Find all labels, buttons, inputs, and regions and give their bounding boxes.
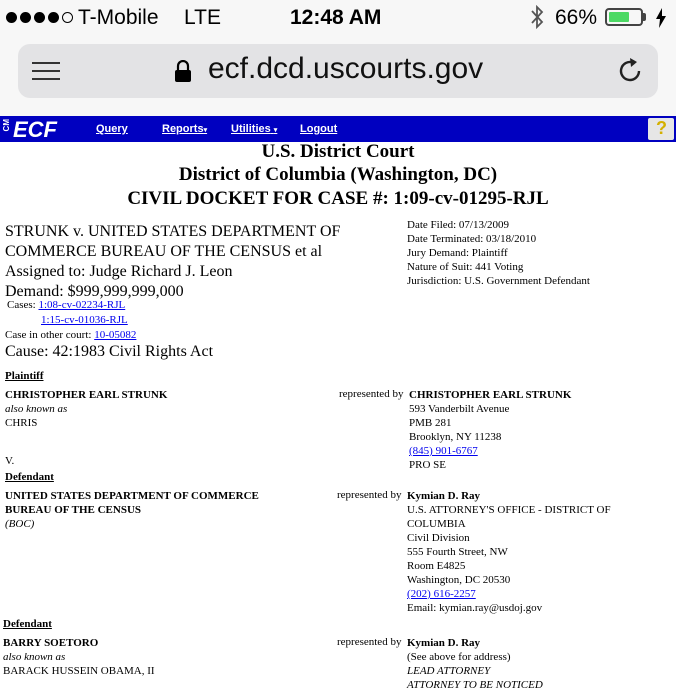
status-bar — [0, 0, 676, 38]
dropdown-arrow-icon: ▾ — [273, 127, 278, 134]
related-case-link[interactable]: 1:15-cv-01036-RJL — [41, 314, 128, 326]
rep-address-line: U.S. ATTORNEY'S OFFICE - DISTRICT OF — [407, 504, 611, 516]
rep-phone-link[interactable]: (202) 616-2257 — [407, 588, 476, 600]
defendant1-representative — [407, 489, 611, 615]
defendant-heading: Defendant — [5, 471, 54, 483]
defendant1-party — [5, 489, 259, 531]
network-type: LTE — [184, 6, 221, 29]
help-button[interactable] — [648, 118, 674, 140]
defendant2-aka: BARACK HUSSEIN OBAMA, II — [3, 665, 155, 677]
defendant2-name: BARRY SOETORO — [3, 637, 99, 649]
defendant2-aka-label: also known as — [3, 651, 66, 663]
case-title-line1: STRUNK v. UNITED STATES DEPARTMENT OF — [5, 223, 341, 240]
ecf-logo: ECF — [13, 117, 57, 142]
plaintiff-party — [5, 388, 167, 430]
cases-label: Cases: — [7, 299, 36, 311]
ecf-nav-bar — [0, 116, 676, 142]
reload-icon[interactable] — [616, 57, 644, 85]
cause: Cause: 42:1983 Civil Rights Act — [5, 343, 214, 360]
rep-address-line: Civil Division — [407, 532, 470, 544]
other-court-case-link[interactable]: 10-05082 — [94, 329, 137, 341]
rep-address-line: 555 Fourth Street, NW — [407, 546, 508, 558]
defendant2-representative — [407, 636, 543, 692]
rep-address-line: 593 Vanderbilt Avenue — [409, 403, 510, 415]
dropdown-arrow-icon: ▾ — [203, 127, 208, 134]
signal-dot-empty-icon — [62, 12, 73, 23]
cm-logo-prefix: CM — [2, 119, 11, 132]
rep-phone-link[interactable]: (845) 901-6767 — [409, 445, 478, 457]
rep-address-line: COLUMBIA — [407, 518, 466, 530]
battery-cap — [643, 13, 646, 21]
related-case-link[interactable]: 1:08-cv-02234-RJL — [38, 299, 126, 311]
address-bar[interactable] — [18, 44, 658, 98]
rep-address-line: Brooklyn, NY 11238 — [409, 431, 502, 443]
carrier-name: T-Mobile — [78, 6, 159, 29]
nav-reports[interactable] — [162, 123, 207, 135]
related-cases — [7, 298, 128, 328]
plaintiff-representative — [409, 388, 571, 472]
help-icon: ? — [656, 118, 667, 138]
case-details — [407, 218, 590, 288]
signal-dot-icon — [6, 12, 17, 23]
defendant2-party — [3, 636, 155, 678]
rep-see-above: (See above for address) — [407, 651, 511, 663]
defendant-heading: Defendant — [3, 618, 52, 630]
case-caption — [5, 222, 340, 302]
signal-dot-icon — [20, 12, 31, 23]
nav-utilities[interactable] — [231, 123, 277, 135]
rep-to-be-noticed: ATTORNEY TO BE NOTICED — [407, 679, 543, 691]
defendant1-name-line2: BUREAU OF THE CENSUS — [5, 504, 142, 516]
rep-address-line: Room E4825 — [407, 560, 466, 572]
jury-demand: Jury Demand: Plaintiff — [407, 247, 508, 259]
battery-level-fill — [609, 12, 629, 22]
other-court-label: Case in other court: — [5, 329, 92, 341]
nav-reports-label: Reports — [162, 123, 204, 135]
defendant1-name-line1: UNITED STATES DEPARTMENT OF COMMERCE — [5, 490, 259, 502]
rep-status: PRO SE — [409, 459, 446, 471]
other-court — [5, 329, 136, 341]
demand: Demand: $999,999,999,000 — [5, 283, 184, 300]
rep-address-line: PMB 281 — [409, 417, 452, 429]
lock-icon — [174, 60, 192, 82]
case-title-line2: COMMERCE BUREAU OF THE CENSUS et al — [5, 243, 323, 260]
rep-email: Email: kymian.ray@usdoj.gov — [407, 602, 543, 614]
rep-address-line: Washington, DC 20530 — [407, 574, 511, 586]
battery-percent: 66% — [555, 6, 598, 29]
menu-icon[interactable] — [32, 60, 62, 82]
nature-of-suit: Nature of Suit: 441 Voting — [407, 261, 524, 273]
represented-by-label: represented by — [337, 636, 402, 648]
defendant1-aka: (BOC) — [5, 518, 35, 530]
rep-name: Kymian D. Ray — [407, 637, 481, 649]
plaintiff-heading: Plaintiff — [5, 370, 44, 382]
plaintiff-name: CHRISTOPHER EARL STRUNK — [5, 389, 168, 401]
district-name: District of Columbia (Washington, DC) — [178, 164, 498, 185]
signal-dot-icon — [34, 12, 45, 23]
battery-icon — [605, 8, 643, 26]
assigned-judge: Assigned to: Judge Richard J. Leon — [5, 263, 233, 280]
clock: 12:48 AM — [290, 6, 382, 29]
represented-by-label: represented by — [337, 489, 402, 501]
rep-name: CHRISTOPHER EARL STRUNK — [409, 389, 572, 401]
charging-bolt-icon — [655, 8, 667, 28]
plaintiff-aka-label: also known as — [5, 403, 68, 415]
nav-query[interactable]: Query — [96, 123, 128, 135]
nav-utilities-label: Utilities — [231, 123, 271, 135]
signal-dot-icon — [48, 12, 59, 23]
represented-by-label: represented by — [339, 388, 404, 400]
nav-logout[interactable]: Logout — [300, 123, 338, 135]
url-text[interactable]: ecf.dcd.uscourts.gov — [208, 52, 484, 85]
plaintiff-aka: CHRIS — [5, 417, 38, 429]
docket-title: CIVIL DOCKET FOR CASE #: 1:09-cv-01295-RJL — [127, 188, 549, 209]
versus: V. — [5, 455, 15, 467]
jurisdiction: Jurisdiction: U.S. Government Defendant — [407, 275, 590, 287]
court-name: U.S. District Court — [261, 141, 415, 162]
date-terminated: Date Terminated: 03/18/2010 — [407, 233, 537, 245]
browser-toolbar — [0, 38, 676, 116]
rep-lead-attorney: LEAD ATTORNEY — [407, 665, 491, 677]
date-filed: Date Filed: 07/13/2009 — [407, 219, 510, 231]
rep-name: Kymian D. Ray — [407, 490, 481, 502]
bluetooth-icon — [530, 5, 544, 29]
